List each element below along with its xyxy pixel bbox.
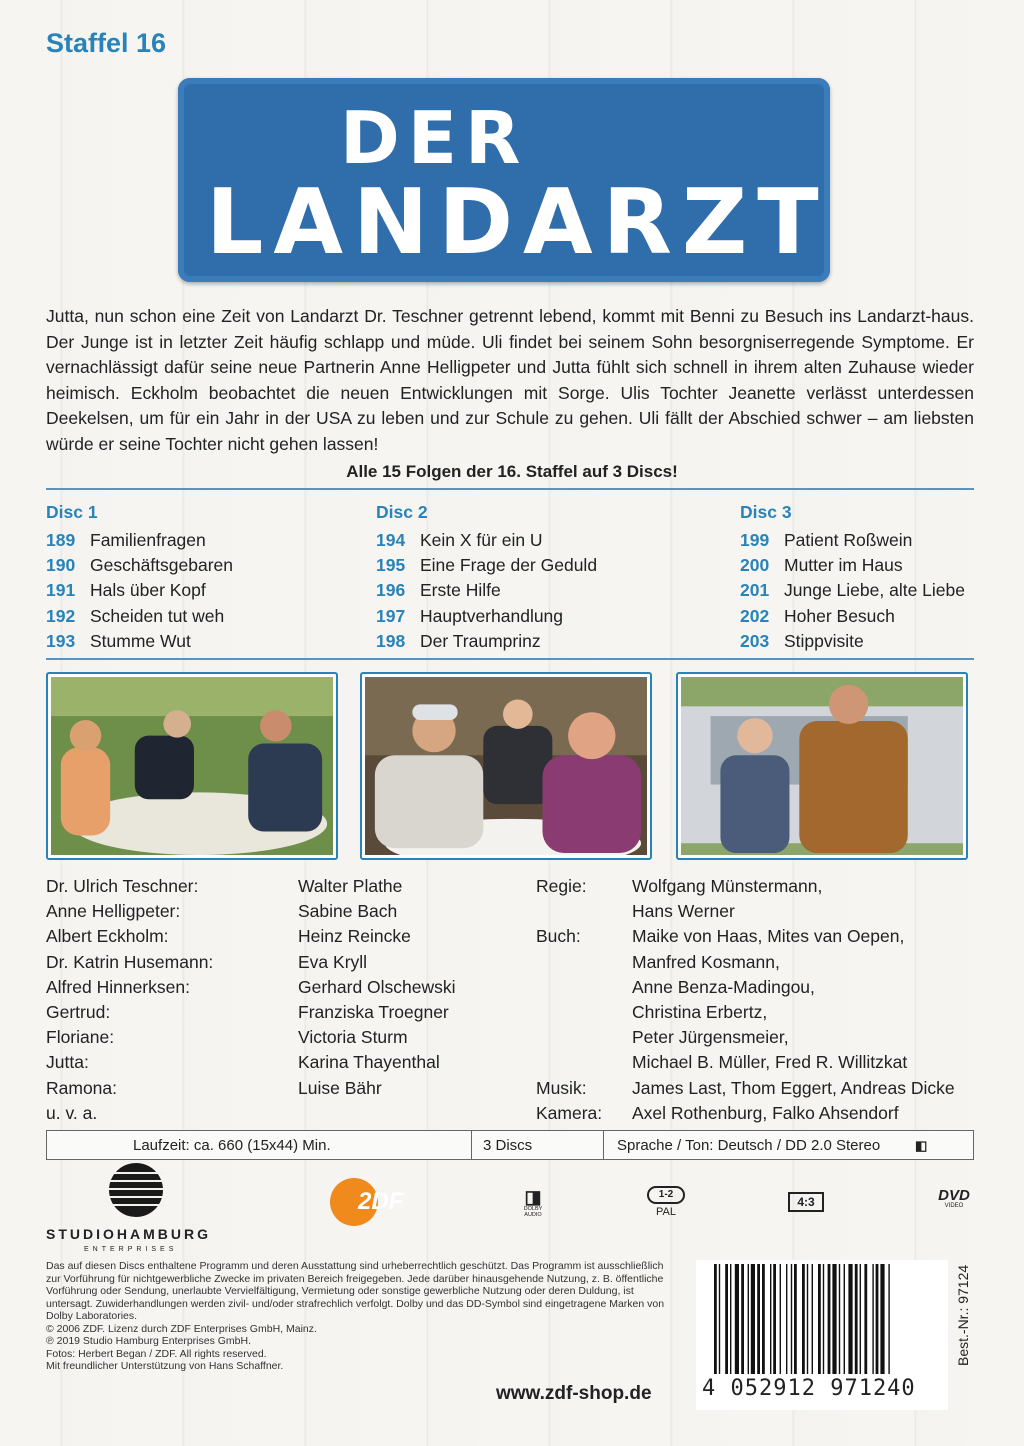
episode-row bbox=[46, 606, 233, 631]
episode-row bbox=[740, 580, 965, 605]
episode-row bbox=[46, 631, 233, 656]
episode-number: 203 bbox=[740, 630, 770, 651]
disc-title: Disc 1 bbox=[46, 502, 98, 522]
legal-line: ℗ 2019 Studio Hamburg Enterprises GmbH. bbox=[46, 1335, 251, 1347]
disc-2 bbox=[376, 502, 597, 656]
studio-hamburg-text: STUDIOHAMBURG bbox=[46, 1226, 211, 1242]
title-logo bbox=[178, 78, 830, 282]
crew-label: Kamera: bbox=[536, 1102, 603, 1123]
logo-line-2: LANDARZT bbox=[206, 170, 829, 275]
legal-paragraph: Das auf diesen Discs enthaltene Programm und deren Ausstattung sind urheberrechtlich geschützt. Das Programm ist ausschließlich zur Vorführung für nichtgewerbliche Zwecke im privaten Bereich freigegeben. Jede darüber hinausgehende Nutzung, z. B. öffentliche Vorführung oder Sendung, unerlaubte Vervielfältigung, Vermietung oder sonstige gewerbliche Nutzung oder deren Duldung, ist untersagt. Zuwiderhandlungen werden zivil- und/oder strafrechlich verfolgt. Dolby und das DD-Symbol sind eingetragene Marken von Dolby Laboratories. bbox=[46, 1260, 665, 1322]
barcode-bar bbox=[864, 1264, 867, 1374]
studio-hamburg-sub: ENTERPRISES bbox=[84, 1246, 178, 1253]
scene-photo-3 bbox=[676, 672, 968, 860]
barcode-bar bbox=[880, 1264, 884, 1374]
episode-number: 195 bbox=[376, 555, 406, 576]
scene-photo-1 bbox=[46, 672, 338, 860]
barcode-bars bbox=[696, 1260, 948, 1378]
barcode-bar bbox=[872, 1264, 873, 1374]
zdf-logo-text: 2DF bbox=[358, 1188, 404, 1215]
disc-title: Disc 3 bbox=[740, 502, 792, 522]
crew-value: Axel Rothenburg, Falko Ahsendorf bbox=[632, 1102, 899, 1123]
barcode-bar bbox=[839, 1264, 840, 1374]
episode-number: 197 bbox=[376, 605, 406, 626]
barcode-bar bbox=[848, 1264, 852, 1374]
cast-role: Floriane: bbox=[46, 1027, 115, 1048]
episode-title: Patient Roßwein bbox=[784, 530, 913, 550]
episode-title: Stumme Wut bbox=[90, 630, 191, 651]
barcode-bar bbox=[773, 1264, 776, 1374]
season-label: Staffel 16 bbox=[46, 28, 167, 58]
crew-label: Buch: bbox=[536, 926, 581, 947]
dolby-audio-text: DOLBY AUDIO bbox=[523, 1206, 543, 1218]
episode-number: 193 bbox=[46, 630, 76, 651]
episode-number: 191 bbox=[46, 580, 76, 601]
dolby-audio-icon: ◨ DOLBY AUDIO bbox=[518, 1188, 548, 1218]
episode-title: Hauptverhandlung bbox=[420, 605, 564, 626]
cast-role: Albert Eckholm: bbox=[46, 926, 169, 947]
dvd-text: DVD bbox=[938, 1187, 970, 1204]
crew-label: Regie: bbox=[536, 876, 587, 896]
episode-title: Der Traumprinz bbox=[420, 630, 541, 651]
barcode-bar bbox=[770, 1264, 771, 1374]
episode-row bbox=[46, 530, 233, 555]
legal-line: Mit freundlicher Unterstützung von Hans Schaffner. bbox=[46, 1360, 284, 1372]
crew-value: Manfred Kosmann, bbox=[632, 951, 780, 972]
crew-value: Anne Benza-Madingou, bbox=[632, 976, 815, 997]
cast-actor: Sabine Bach bbox=[298, 901, 398, 922]
cast-role: u. v. a. bbox=[46, 1102, 98, 1123]
legal-line: © 2006 ZDF. Lizenz durch ZDF Enterprises GmbH, Mainz. bbox=[46, 1322, 317, 1335]
barcode-bar bbox=[832, 1264, 836, 1374]
episode-title: Stippvisite bbox=[784, 630, 864, 651]
episode-title: Kein X für ein U bbox=[420, 530, 543, 550]
crew-value: Hans Werner bbox=[632, 901, 735, 922]
episode-title: Junge Liebe, alte Liebe bbox=[784, 580, 965, 601]
barcode-bar bbox=[860, 1264, 861, 1374]
crew-value: Peter Jürgensmeier, bbox=[632, 1027, 789, 1048]
barcode-bar bbox=[818, 1264, 821, 1374]
cast-role: Ramona: bbox=[46, 1077, 118, 1098]
episode-title: Hoher Besuch bbox=[784, 605, 895, 626]
episode-number: 198 bbox=[376, 630, 406, 651]
barcode-bar bbox=[735, 1264, 739, 1374]
cast-role: Gertrud: bbox=[46, 1002, 111, 1023]
barcode-bar bbox=[791, 1264, 792, 1374]
crew-value: Wolfgang Münstermann, bbox=[632, 876, 823, 896]
tagline: Alle 15 Folgen der 16. Staffel auf 3 Discs! bbox=[346, 462, 678, 481]
disc-1 bbox=[46, 502, 233, 656]
cast-actor: Gerhard Olschewski bbox=[298, 976, 456, 997]
cast-role: Anne Helligpeter: bbox=[46, 901, 181, 922]
episode-number: 196 bbox=[376, 580, 406, 601]
order-number: Best.-Nr.: 97124 bbox=[955, 1265, 971, 1367]
episode-title: Hals über Kopf bbox=[90, 580, 206, 601]
episode-row bbox=[46, 555, 233, 580]
studio-hamburg-logo-icon bbox=[108, 1162, 164, 1218]
episode-row bbox=[376, 631, 597, 656]
episode-number: 201 bbox=[740, 580, 770, 601]
barcode-bar bbox=[780, 1264, 781, 1374]
cast-actor: Karina Thayenthal bbox=[298, 1052, 440, 1073]
episode-number: 202 bbox=[740, 605, 770, 626]
synopsis: Jutta, nun schon eine Zeit von Landarzt Dr. Teschner getrennt lebend, kommt mit Benni zu Besuch ins Landarzt-haus. Der Junge ist in letzter Zeit häufig schlapp und müde. Uli findet bei seinem Sohn besorgniserregende Symptome. Er vernachlässigt dafür seine neue Partnerin Anne Helligpeter und Jutta fühlt sich schnell in ihrem alten Zuhause wieder heimisch. Eckholm beobachtet die neuen Entwicklungen mit Sorge. Ulis Tochter Jeanette verlässt unterdessen Deekelsen, um für ein Jahr in der USA zu leben und zur Schule zu gehen. Uli fällt der Abschied schwer – am liebsten würde er seine Tochter nicht gehen lassen! bbox=[46, 306, 974, 454]
episode-number: 194 bbox=[376, 530, 406, 550]
barcode-bar bbox=[888, 1264, 889, 1374]
episode-title: Mutter im Haus bbox=[784, 555, 903, 576]
shop-url: www.zdf-shop.de bbox=[496, 1383, 652, 1404]
info-separator bbox=[471, 1131, 472, 1159]
barcode-bar bbox=[751, 1264, 755, 1374]
disc-count: 3 Discs bbox=[483, 1137, 533, 1154]
barcode-number: 4 052912 971240 bbox=[702, 1376, 916, 1401]
cast-actor: Franziska Troegner bbox=[298, 1002, 449, 1023]
info-separator bbox=[603, 1131, 604, 1159]
episode-row bbox=[740, 606, 965, 631]
barcode-bar bbox=[812, 1264, 813, 1374]
barcode-bar bbox=[807, 1264, 808, 1374]
episode-number: 190 bbox=[46, 555, 76, 576]
crew-value: Christina Erbertz, bbox=[632, 1002, 768, 1023]
runtime: Laufzeit: ca. 660 (15x44) Min. bbox=[133, 1137, 331, 1154]
divider bbox=[46, 658, 974, 660]
episode-row bbox=[376, 606, 597, 631]
crew-value: James Last, Thom Eggert, Andreas Dicke bbox=[632, 1077, 955, 1098]
episode-row bbox=[740, 631, 965, 656]
scene-photo-2 bbox=[360, 672, 652, 860]
cast-actors bbox=[298, 874, 456, 1101]
cast-actor: Eva Kryll bbox=[298, 951, 368, 972]
language: Sprache / Ton: Deutsch / DD 2.0 Stereo bbox=[617, 1137, 881, 1154]
info-bar bbox=[46, 1130, 974, 1160]
dvd-video-icon bbox=[932, 1188, 976, 1209]
logo-line-1: DER bbox=[340, 96, 529, 180]
disc-3 bbox=[740, 502, 965, 656]
episode-number: 192 bbox=[46, 605, 76, 626]
episode-title: Eine Frage der Geduld bbox=[420, 555, 598, 576]
cast-role: Alfred Hinnerksen: bbox=[46, 976, 190, 997]
barcode-bar bbox=[757, 1264, 760, 1374]
episode-title: Familienfragen bbox=[90, 530, 206, 550]
barcode-bar bbox=[719, 1264, 720, 1374]
cast-role: Dr. Ulrich Teschner: bbox=[46, 876, 199, 896]
episode-number: 200 bbox=[740, 555, 770, 576]
episode-number: 199 bbox=[740, 530, 770, 550]
episode-title: Geschäftsgebaren bbox=[90, 555, 234, 576]
crew-values bbox=[632, 874, 955, 1126]
cast-actor: Walter Plathe bbox=[298, 876, 403, 896]
dolby-mini-icon: ◧ bbox=[915, 1138, 928, 1153]
cast-roles bbox=[46, 874, 213, 1126]
barcode-bar bbox=[730, 1264, 731, 1374]
barcode-bar bbox=[762, 1264, 765, 1374]
episode-number: 189 bbox=[46, 530, 76, 550]
barcode-bar bbox=[786, 1264, 787, 1374]
episode-title: Scheiden tut weh bbox=[90, 605, 225, 626]
divider bbox=[46, 488, 974, 490]
pal-icon: 1-2 PAL bbox=[644, 1186, 688, 1218]
crew-label: Musik: bbox=[536, 1077, 587, 1098]
barcode-bar bbox=[802, 1264, 805, 1374]
zdf-logo-icon bbox=[330, 1176, 420, 1228]
barcode-bar bbox=[828, 1264, 831, 1374]
cast-role: Jutta: bbox=[46, 1052, 89, 1073]
episode-title: Erste Hilfe bbox=[420, 580, 501, 601]
episode-row bbox=[740, 530, 965, 555]
episode-row bbox=[46, 580, 233, 605]
disc-title: Disc 2 bbox=[376, 502, 428, 522]
cast-role: Dr. Katrin Husemann: bbox=[46, 951, 214, 972]
legal-text bbox=[46, 1260, 678, 1373]
episode-row bbox=[376, 530, 597, 555]
pal-text: PAL bbox=[656, 1206, 676, 1218]
episode-row bbox=[740, 555, 965, 580]
barcode-bar bbox=[844, 1264, 845, 1374]
cast-actor: Victoria Sturm bbox=[298, 1027, 408, 1048]
crew-value: Maike von Haas, Mites van Oepen, bbox=[632, 926, 905, 947]
barcode-bar bbox=[741, 1264, 744, 1374]
barcode-bar bbox=[794, 1264, 797, 1374]
crew-value: Michael B. Müller, Fred R. Willitzkat bbox=[632, 1052, 908, 1073]
barcode-bar bbox=[823, 1264, 824, 1374]
barcode-bar bbox=[714, 1264, 717, 1374]
dvd-sub-text: VIDEO bbox=[944, 1203, 964, 1209]
barcode-bar bbox=[876, 1264, 879, 1374]
legal-line: Fotos: Herbert Began / ZDF. All rights reserved. bbox=[46, 1347, 267, 1360]
barcode-bar bbox=[855, 1264, 858, 1374]
episode-row bbox=[376, 555, 597, 580]
barcode bbox=[696, 1260, 948, 1410]
crew-labels bbox=[536, 874, 602, 1126]
cast-actor: Heinz Reincke bbox=[298, 926, 411, 947]
barcode-bar bbox=[725, 1264, 728, 1374]
aspect-ratio-icon: 4:3 bbox=[788, 1192, 824, 1212]
barcode-bar bbox=[748, 1264, 749, 1374]
cast-actor: Luise Bähr bbox=[298, 1077, 382, 1098]
episode-row bbox=[376, 580, 597, 605]
